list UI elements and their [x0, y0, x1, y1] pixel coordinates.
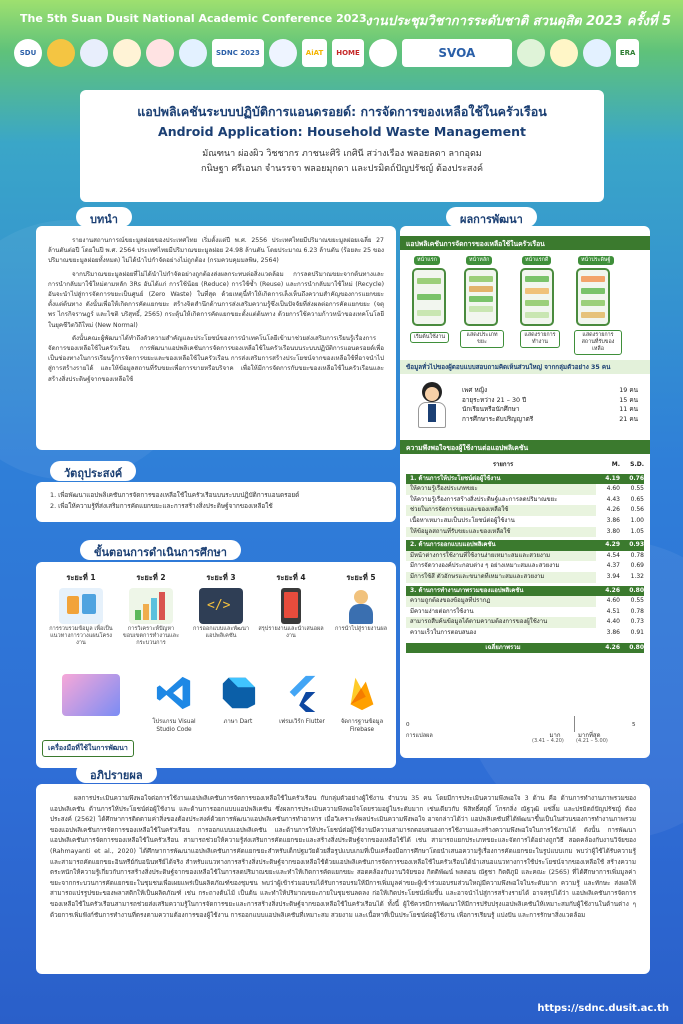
tools-label: เครื่องมือที่ใช้ในการพัฒนา	[42, 740, 134, 757]
table-cell-item: ช่วยในการจัดการขยะและของเหลือใช้	[406, 505, 596, 516]
phase-step	[328, 572, 394, 633]
table-row	[406, 516, 644, 527]
table-cell-sd: 0.73	[630, 618, 644, 626]
table-cell-sd: 0.55	[630, 485, 644, 493]
authors	[80, 147, 604, 177]
table-cell-item: มีการจัดวางองค์ประกอบต่าง ๆ อย่างเหมาะสมและสวยงาม	[410, 562, 560, 570]
logo: AiAT	[302, 39, 327, 67]
logo: SDU	[14, 39, 42, 67]
table-row	[406, 527, 644, 538]
logo: SVOA	[402, 39, 512, 67]
section-title-objectives: วัตถุประสงค์	[50, 461, 136, 481]
logo: SDNC 2023	[212, 39, 264, 67]
scale-divider	[574, 716, 575, 732]
phone-screen	[464, 268, 498, 326]
scale-tick: 5	[632, 722, 636, 728]
tool-name: เฟรมเวิร์ก Flutter	[279, 719, 325, 725]
phase-step	[48, 572, 114, 647]
screen-tag: หน้าแรก	[414, 256, 440, 265]
phone-screen	[520, 268, 554, 326]
phase-label: ระยะที่ 4	[276, 573, 306, 582]
table-cell-item: 2. ด้านการออกแบบแอปพลิเคชัน	[410, 541, 496, 549]
objective-item: 1. เพื่อพัฒนาแอปพลิเคชันการจัดการของเหลือใช้ในครัวเรือนบนระบบปฏิบัติการแอนดรอยด์	[50, 491, 300, 499]
phase-caption: การออกแบบและพัฒนาแอปพลิเคชัน	[192, 626, 250, 639]
table-group-row	[406, 540, 644, 551]
table-cell-mean: 3.86	[606, 628, 620, 636]
table-cell-item: ให้ความรู้เรื่องประเภทขยะ	[406, 484, 596, 495]
table-cell-mean: 4.26	[606, 506, 620, 514]
table-cell-sd: 1.32	[630, 572, 644, 580]
table-cell-mean: 4.54	[606, 551, 620, 559]
table-cell-mean: 4.51	[606, 607, 620, 615]
intro-paragraph: รายงานสถานการณ์ขยะมูลฝอยของประเทศไทย เริ่มตั้งแต่ปี พ.ศ. 2556 ประเทศไทยมีปริมาณขยะมูลฝอยเฉลี่ย 27 ล้านตันต่อปี โดยในปี พ.ศ. 2564 ประเทศไทยมีปริมาณขยะมูลฝอย 24.98 ล้านตัน โดยประมาณ 6.23 ล้านตัน (ร้อยละ 25 ของปริมาณขยะมูลฝอยทั้งหมด) ไม่ได้นำไปกำจัดอย่างไม่ถูกต้อง (กรมควบคุมมลพิษ, 2564)	[48, 237, 384, 265]
table-cell-mean: 4.40	[606, 618, 620, 626]
methods-card	[36, 562, 396, 768]
table-cell-item: 3. ด้านการทำงานภาพรวมของแอปพลิเคชัน	[410, 586, 524, 594]
conference-title-en: The 5th Suan Dusit National Academic Conference 2023	[20, 12, 367, 25]
table-cell-mean: M.	[611, 461, 620, 468]
scale-label: การแปลผล	[406, 733, 433, 739]
results-card	[400, 226, 650, 758]
table-cell-sd: S.D.	[630, 461, 644, 468]
tool-item	[272, 674, 332, 727]
table-average-row	[406, 643, 644, 654]
phase-caption: สรุปรายงานและนำเสนอผลงาน	[258, 626, 324, 639]
dart-icon	[219, 674, 257, 712]
footer-url[interactable]: https://sdnc.dusit.ac.th	[537, 1003, 669, 1014]
scale-high-label: มากที่สุด	[578, 732, 601, 739]
phase-label: ระยะที่ 5	[346, 573, 376, 582]
table-cell-sd: 1.05	[630, 527, 644, 535]
discussion-paragraph: ผลการประเมินความพึงพอใจต่อการใช้งานแอปพลิเคชันการจัดการของเหลือใช้ในครัวเรือน กับกลุ่มตัวอย่างผู้ใช้งาน จำนวน 35 คน โดยมีการประเมินความพึงพอใจ 3 ด้าน คือ ด้านการทำงานภาพรวมของแอปพลิเคชัน ด้านการให้ประโยชน์ต่อผู้ใช้งาน และด้านการออกแบบแอปพลิเคชัน ซึ่งผลการประเมินความพึงพอใจโดยรวมอยู่ในระดับมาก เช่นเดียวกับ พิสิทธิ์ศฤดิ์ โกรกลิ่ง ณัฐวุฒิ แซ่ลิ้ม และปรมิตถ์ปัญปรัชญ์ ต้องประสงค์ (2562) ได้ศึกษาการติดตามค่าสิ่งของต้องประสงค์ด้วยการพัฒนาแอปพลิเคชันการทำอาหาร เมื่อวิเคราะห์ผลประเมินความพึงพอใจ อาจกล่าวได้ว่า แอปพลิเคชันที่ได้พัฒนาขึ้นเป็นในส่วนของการทำงานภาพรวมของแอปพลิเคชันการจัดการของเหลือใช้ในครัวเรือน การออกแบบแอปพลิเคชัน และด้านการให้ประโยชน์ต่อผู้ใช้งานมีความสามารถตอบสนองการใช้งานและสร้างความพึงพอใจในการใช้งานได้ ดังนั้น การพัฒนาแอปพลิเคชันการจัดการของเหลือใช้ในครัวเรือน สามารถช่วยให้ความรู้ส่งเสริมการคัดแยกขยะและสร้างสิ่งประดิษฐ์จากของเหลือใช้ได้ เช่น สามารถแยกประเภทขยะและจัดการได้อย่างถูกวิธี สอดคล้องกับงานวิจัยของ (Rahmayanti et al., 2020) ได้ศึกษาการพัฒนาแอปพลิเคชันการคัดแยกขยะสำหรับเด็กปฐมวัยด้วยสื่อรูปแบบเกมที่เป็นเครื่องมือการศึกษาโดยนำเสนอความรู้เรื่องการคัดแยกขยะในรูปแบบเกม พบว่าผู้ใช้ได้รับความรู้และสามารถคัดแยกขยะอินทรีย์กับอนินทรีย์ได้จริง สำหรับแนวทางการสร้างสิ่งประดิษฐ์จากของเหลือใช้ด้วยแอปพลิเคชันการจัดการของเหลือใช้ในครัวเรือนได้นำเสนอแนวทางการใช้ประโยชน์จากของเหลือใช้ สร้างความตระหนักให้ความรู้เกี่ยวกับการสร้างสิ่งประดิษฐ์จากของเหลือใช้ในการลดปริมาณขยะและทำให้เกิดการคัดแยกขยะ สอดคล้องกับงานวิจัยของ กิตติพัฒน์ พลดอน ณัฐชา กิตติภูมิ และคณะ (2565) ที่ได้ศึกษาการเพิ่มมูลค่าขยะจากกระบวนการคัดแยกขยะในชุมชนเพื่อเผยแพร่เป็นผลิตภัณฑ์ของชุมชน พบว่าผู้เข้าร่วมอบรมได้รับการอบรมให้มีการเพิ่มมูลค่าขยะผู้เข้าร่วมอบรมส่วนใหญ่มีความพึงพอใจในระดับมาก ความรู้ และทักษะ ส่งผลให้สามารถแปรรูปขยะของพลาสติกให้เป็นผลิตภัณฑ์ เช่น กระถางต้นไม้ เป็นต้น และทำให้ปริมาณขยะภายในชุมชนลดลง ก่อให้เกิดประโยชน์เพิ่มขึ้น และอาจนำไปสู่การสร้างรายได้ อาจสรุปได้ว่า แอปพลิเคชันการจัดการของเหลือใช้ในครัวเรือนสามารถช่วยส่งเสริมความรู้ในการจัดการขยะและการสร้างสิ่งประดิษฐ์จากของเหลือใช้ในครัวเรือนได้ ทั้งนี้ ผู้ใช้ควรมีการพัฒนาให้มีการปรับปรุงแอปพลิเคชันให้เหมาะสมกับผู้ใช้งานในด้านต่าง ๆ ด้วยการเพิ่มฟังก์ชันการทำงานที่ตรงตามความต้องการของผู้ใช้งาน การออกแบบแอปพลิเคชันที่เหมาะสม สวยงาม และเนื้อหาที่เป็นประโยชน์ต่อผู้ใช้งาน เพื่อการเรียนรู้ แบ่งปัน และการรักษาสิ่งแวดล้อม	[50, 795, 636, 919]
table-cell-item: เฉลี่ยภาพรวม	[485, 643, 521, 651]
screen-caption: เริ่มต้นใช้งาน	[410, 332, 449, 343]
scale-tick: 0	[406, 722, 410, 728]
logo	[583, 39, 611, 67]
conference-header	[0, 0, 683, 78]
logo	[80, 39, 108, 67]
table-cell-sd: 0.78	[630, 551, 644, 559]
section-title-intro: บทนำ	[76, 207, 132, 227]
table-cell-mean: 4.43	[606, 495, 620, 503]
table-cell-sd: 0.65	[630, 495, 644, 503]
table-row	[406, 551, 644, 562]
table-cell-sd: 0.76	[629, 474, 644, 482]
phone-screen	[576, 268, 610, 326]
screen-caption: แสดงรายการทำงาน	[520, 330, 560, 348]
table-row	[406, 484, 644, 495]
phase-caption: การวิเคราะห์ปัญหา ขอบเขตการทำงานและกระบวนการ	[122, 626, 180, 646]
phase-label: ระยะที่ 1	[66, 573, 96, 582]
section-title-methods: ขั้นตอนการดำเนินการศึกษา	[80, 540, 241, 560]
satisfaction-title: ความพึงพอใจของผู้ใช้งานต่อแอปพลิเคชัน	[400, 440, 650, 454]
table-cell-item: ความเร็วในการตอบสนอง	[410, 628, 477, 636]
table-cell-mean: 4.37	[606, 562, 620, 570]
vscode-icon	[155, 674, 193, 712]
logo: ERA	[616, 39, 640, 67]
table-cell-mean: 3.94	[606, 572, 620, 580]
laptop-icon	[62, 674, 120, 716]
logo	[550, 39, 578, 67]
app-screens	[408, 254, 644, 354]
screen-caption: แสดงรายการสถานที่รับของเหลือ	[574, 330, 622, 355]
tool-item	[144, 674, 204, 734]
demographic-value: 19 คน	[619, 386, 638, 394]
demographic-value: 15 คน	[619, 395, 638, 404]
table-cell-mean: 4.60	[606, 485, 620, 493]
logo: HOME	[332, 39, 364, 67]
screen-caption: แสดงประเภทขยะ	[460, 330, 504, 348]
table-row	[406, 617, 644, 628]
table-cell-item: รายการ	[492, 461, 514, 468]
table-cell-mean: 3.86	[606, 516, 620, 524]
screen-tag: หน้าหลัก	[466, 256, 492, 265]
scale-mid-range: (3.41 – 4.20)	[532, 738, 564, 744]
table-row	[406, 607, 644, 618]
table-cell-sd: 0.56	[630, 506, 644, 514]
table-row	[406, 596, 644, 607]
table-cell-item: เนื้อหาเหมาะสมเป็นประโยชน์ต่อผู้ใช้งาน	[410, 516, 515, 524]
tool-item	[332, 674, 392, 734]
table-cell-mean: 4.26	[605, 586, 620, 594]
logo	[113, 39, 141, 67]
table-cell-sd: 0.93	[629, 541, 644, 549]
demographic-row	[462, 396, 638, 406]
table-cell-item: มีหน้าต่างการใช้งานที่ใช้งานง่ายเหมาะสมและสวยงาม	[406, 551, 596, 562]
table-cell-mean: 3.80	[606, 527, 620, 535]
title-card	[80, 90, 604, 202]
phone-screen	[412, 268, 446, 326]
demographic-key: อายุระหว่าง 21 – 30 ปี	[462, 395, 527, 404]
logo	[179, 39, 207, 67]
table-row	[406, 505, 644, 516]
table-cell-sd: 0.69	[630, 562, 644, 570]
table-cell-item: สามารถสืบค้นข้อมูลได้ตามความต้องการของผู้ใช้งาน	[406, 617, 596, 628]
phase-step	[258, 572, 324, 640]
table-row	[406, 628, 644, 639]
tool-name: จัดการฐานข้อมูล Firebase	[340, 719, 384, 733]
mobile-report-icon	[269, 588, 313, 624]
table-cell-sd: 0.78	[630, 607, 644, 615]
phase-caption: การรวบรวมข้อมูล เพื่อเป็นแนวทางการวางแผนโครงงาน	[49, 626, 113, 646]
intro-paragraph: จากปริมาณขยะมูลฝอยที่ไม่ได้นำไปกำจัดอย่างถูกต้องส่งผลกระทบต่อสิ่งแวดล้อม การลดปริมาณขยะจากต้นทางและการนำกลับมาใช้ใหม่ตามหลัก 3Rs อันได้แก่ การใช้น้อย (Reduce) การใช้ซ้ำ (Reuse) และการนำกลับมาใช้ใหม่ (Recycle) อันจะนำไปสู่การจัดการขยะเป็นศูนย์ (Zero Waste) ในที่สุด ด้วยเหตุนี้ทำให้เกิดการเล็งเห็นถึงความสำคัญของการแยกขยะตั้งแต่ต้นทาง ดังนั้นเพื่อให้เกิดการคัดแยกขยะ สร้างจิตสำนึกด้านการส่งเสริมความรู้ซึ่งเป็นปัจจัยที่ส่งผลต่อการคัดแยกขยะ (จตุพร ไกรกิจราษฎร์ และไชติ บริสุทธิ์, 2565) กระตุ้นให้เกิดการคัดแยกขยะตั้งแต่ต้นทาง ด้วยการใช้ความก้าวหน้าของเทคโนโลยีในยุคชีวิตวิถีใหม่ (New Normal)	[48, 270, 384, 329]
table-row	[406, 561, 644, 572]
demographics-title: ข้อมูลทั่วไปของผู้ตอบแบบสอบถามคิดเห็นส่วนใหญ่ จากกลุ่มตัวอย่าง 35 คน	[400, 360, 650, 374]
tool-item	[208, 674, 268, 727]
phase-label: ระยะที่ 2	[136, 573, 166, 582]
satisfaction-table	[406, 460, 644, 653]
flutter-icon	[283, 674, 321, 712]
data-collection-icon	[59, 588, 103, 624]
code-icon: </>	[199, 588, 243, 624]
authors-line: มัณฑนา ผ่องผิว วิชชากร ภาชนะศิริ เกศินี สว่างเรือง พลอยลดา ลากอุดม	[202, 149, 482, 159]
logo	[146, 39, 174, 67]
authors-line: กนิษฐา ศรีเอนก จำนรรจา พลอยมุกดา และปรมิตถ์ปัญปรัชญ์ ต้องประสงค์	[201, 164, 483, 174]
interpretation-scale	[406, 722, 644, 752]
person-icon	[339, 588, 383, 624]
firebase-icon	[343, 674, 381, 712]
intro-paragraph: ดังนั้นคณะผู้พัฒนาได้ทำถึงตัวความสำคัญและประโยชน์ของการนำเทคโนโลยีเข้ามาช่วยส่งเสริมการเรียนรู้เรื่องการจัดการของเหลือใช้ในครัวเรือน การพัฒนาแอปพลิเคชันการจัดการของเหลือใช้ในครัวเรือนบนระบบปฏิบัติการแอนดรอยด์เพื่อเป็นช่องทางในการเรียนรู้การจัดการขยะและของเหลือใช้ในครัวเรือน การส่งเสริมการสร้างประโยชน์จากของเหลือใช้ที่อาจนำไปสู่การสร้างรายได้ และให้ข้อมูลสถานที่รับขยะเพื่อการขายหรือบริจาค เพื่อให้มีการจัดการกับขยะของเหลือใช้ในครัวเรือนและสร้างสิ่งประดิษฐ์จากของเหลือใช้	[48, 334, 384, 383]
demographic-row	[462, 405, 638, 415]
tool-name: ภาษา Dart	[223, 719, 253, 725]
table-cell-item: มีความง่ายต่อการใช้งาน	[410, 607, 474, 615]
phase-label: ระยะที่ 3	[206, 573, 236, 582]
phase-step	[118, 572, 184, 647]
table-cell-mean: 4.29	[605, 541, 620, 549]
table-cell-mean: 4.60	[606, 597, 620, 605]
tool-name: โปรแกรม Visual Studio Code	[152, 719, 196, 733]
table-cell-mean: 4.19	[605, 474, 620, 482]
table-cell-sd: 0.80	[629, 643, 644, 651]
table-cell-mean: 4.26	[605, 643, 620, 651]
table-cell-sd: 0.80	[629, 586, 644, 594]
logo	[517, 39, 545, 67]
table-cell-sd: 0.91	[630, 628, 644, 636]
phase-step	[188, 572, 254, 640]
table-cell-item: มีการใช้สี ตัวอักษรและขนาดที่เหมาะสมและสวยงาม	[406, 572, 596, 583]
logo	[47, 39, 75, 67]
demographic-key: เพศ หญิง	[462, 386, 488, 394]
table-row	[406, 572, 644, 583]
table-cell-sd: 1.00	[630, 516, 644, 524]
paper-title-th: แอปพลิเคชันระบบปฏิบัติการแอนดรอยด์: การจัดการของเหลือใช้ในครัวเรือน	[137, 104, 547, 119]
table-cell-sd: 0.55	[630, 597, 644, 605]
demographic-row	[462, 415, 638, 425]
table-group-row	[406, 586, 644, 597]
objectives-card	[36, 482, 396, 522]
section-title-discussion: อภิปรายผล	[76, 763, 157, 783]
demographics-list	[462, 386, 638, 424]
screen-tag: หน้าประดิษฐ์	[578, 256, 614, 265]
screens-title: แอปพลิเคชันการจัดการของเหลือใช้ในครัวเรือน	[400, 236, 650, 250]
demographic-key: นักเรียนหรือนักศึกษา	[462, 405, 520, 414]
logo	[369, 39, 397, 67]
screen-tag: หน้าแรกดี	[522, 256, 551, 265]
table-group-row	[406, 474, 644, 485]
respondent-avatar-icon	[414, 382, 450, 430]
table-cell-item: ความถูกต้องของข้อมูลที่ปรากฏ	[406, 596, 596, 607]
objective-item: 2. เพื่อให้ความรู้ที่ส่งเสริมการคัดแยกขยะและการสร้างสิ่งประดิษฐ์จากของเหลือใช้	[50, 502, 273, 510]
logo	[269, 39, 297, 67]
demographic-key: การศึกษาระดับปริญญาตรี	[462, 414, 534, 423]
paper-title-en: Android Application: Household Waste Management	[158, 124, 526, 139]
table-cell-item: ให้ข้อมูลสถานที่รับขยะและของเหลือใช้	[406, 527, 596, 538]
discussion-card	[36, 784, 650, 974]
logo-strip	[14, 37, 669, 69]
analysis-icon	[129, 588, 173, 624]
table-cell-item: 1. ด้านการให้ประโยชน์ต่อผู้ใช้งาน	[410, 474, 501, 482]
demographic-row	[462, 386, 638, 396]
scale-high-range: (4.21 – 5.00)	[576, 738, 608, 744]
table-row	[406, 495, 644, 506]
demographic-value: 11 คน	[619, 405, 638, 414]
conference-title-th: งานประชุมวิชาการระดับชาติ สวนดุสิต 2023 ครั้งที่ 5	[365, 14, 671, 29]
phase-caption: การนำไปสู่รายงานผล	[334, 626, 388, 632]
scale-mid-label: มาก	[549, 732, 561, 739]
table-cell-item: ให้ความรู้เรื่องการสร้างสิ่งประดิษฐ์และการลดปริมาณขยะ	[410, 495, 558, 503]
section-title-results: ผลการพัฒนา	[446, 207, 537, 227]
intro-card	[36, 226, 396, 450]
demographic-value: 21 คน	[619, 414, 638, 423]
table-header-row	[406, 460, 644, 471]
